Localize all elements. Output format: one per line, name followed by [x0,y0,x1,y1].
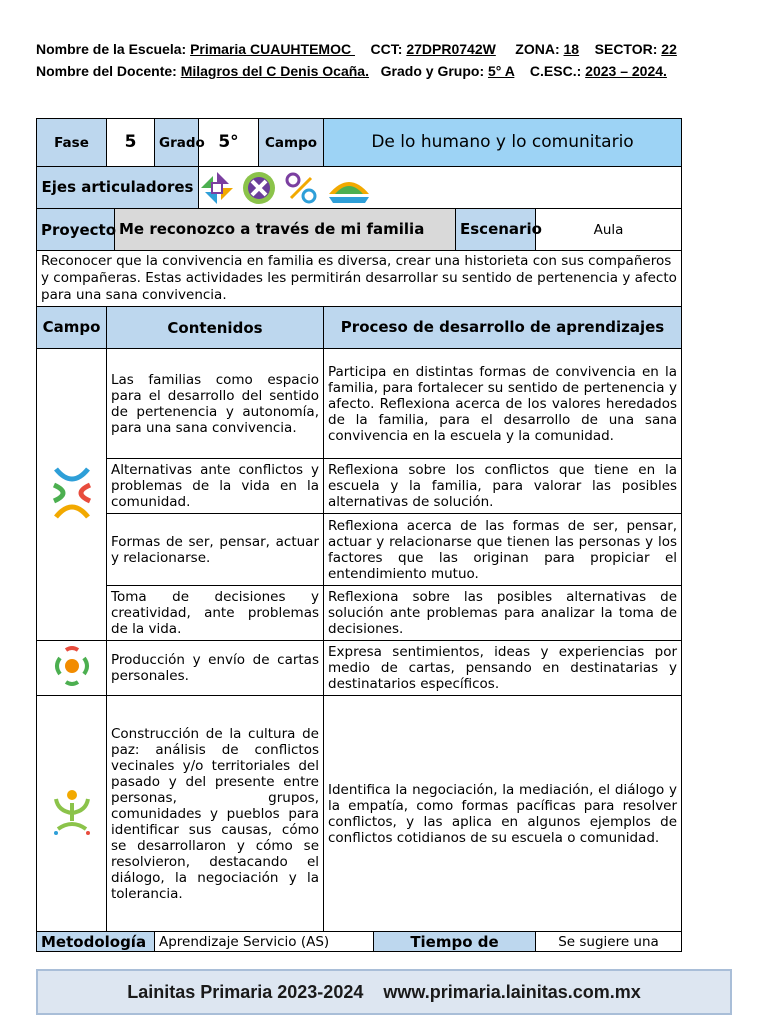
proyecto-value: Me reconozco a través de mi familia [115,209,456,251]
campo-icon-cell-1 [37,349,107,641]
footer-left-text: Lainitas Primaria 2023-2024 [127,981,364,1002]
document-header [36,38,720,82]
escenario-label: Escenario [456,209,536,251]
col-contenidos: Contenidos [107,307,324,349]
proceso-cell: Identifica la negociación, la mediación, el diálogo y la empatía, como formas pacíficas para resolver conflictos, y las aplica en algunos ejemplos de conflictos cotidianos de su escuela o comunidad. [324,696,682,932]
etica-naturaleza-icon [50,787,94,837]
proceso-cell: Participa en distintas formas de convivencia en la familia, para fortalecer su sentido de pertenencia y afecto. Reflexiona acerca de los valores heredados de la familia, para el desarrollo de una sana convivencia en la escuela y la comunidad. [324,349,682,459]
campo-icon-cell-3 [37,696,107,932]
footer-banner [36,969,732,1015]
cct-label: CCT: [370,41,403,57]
lenguajes-icon [50,644,94,688]
school-label: Nombre de la Escuela: [36,41,187,57]
col-proceso: Proceso de desarrollo de aprendizajes [324,307,682,349]
table-row [37,349,682,459]
proceso-cell: Reflexiona sobre las posibles alternativas de solución ante problemas para analizar la toma de decisiones. [324,586,682,641]
ejes-row [37,167,682,209]
proceso-cell: Reflexiona sobre los conflictos que tiene en la escuela y la familia, para valorar las posibles alternativas de solución. [324,459,682,514]
contenido-cell: Toma de decisiones y creatividad, ante problemas de la vida. [107,586,324,641]
proceso-cell: Reflexiona acerca de las formas de ser, pensar, actuar y relacionarse que tienen las personas y los factores que las originan para propiciar el entendimiento mutuo. [324,514,682,586]
tiempo-label: Tiempo de [374,932,536,952]
table-row [37,586,682,641]
table-row [37,459,682,514]
metodologia-row [37,932,682,952]
fase-label: Fase [37,119,107,167]
ejes-icons [199,167,374,209]
contenido-cell: Alternativas ante conflictos y problemas de la vida en la comunidad. [107,459,324,514]
campo-value: De lo humano y lo comunitario [324,119,682,167]
contenido-cell: Producción y envío de cartas personales. [107,641,324,696]
contenido-cell: Las familias como espacio para el desarrollo del sentido de pertenencia y autonomía, para una sana convivencia. [107,349,324,459]
contenido-cell: Formas de ser, pensar, actuar y relacionarse. [107,514,324,586]
contenido-cell: Construcción de la cultura de paz: análisis de conflictos vecinales y/o territoriales del pasado y del presente entre personas, grupos, comunidades y pueblos para identificar sus causas, cómo se desarrollaron y cómo se resolvieron, destacando el diálogo, la negociación y la tolerancia. [107,696,324,932]
ejes-label: Ejes articuladores [37,167,199,209]
grado-value: 5° [199,119,259,167]
humano-comunitario-icon [50,465,94,521]
table-row [37,696,682,932]
campo-icon-cell-2 [37,641,107,696]
escenario-value: Aula [536,209,682,251]
cesc-label: C.ESC.: [529,63,582,79]
fase-row [37,119,682,167]
campo-label: Campo [259,119,324,167]
project-description: Reconocer que la convivencia en familia es diversa, crear una historieta con sus compañeros y compañeras. Estas actividades les permitirán desarrollar su sentido de pertenencia y afecto para una sana convivencia. [37,251,682,307]
planeacion-table [36,118,682,952]
proyecto-label: Proyecto [37,209,115,251]
footer-url[interactable]: www.primaria.lainitas.com.mx [383,981,641,1002]
pensamiento-critico-icon [241,170,277,206]
zona-label: ZONA: [515,41,560,57]
description-row [37,251,682,307]
school-value: Primaria CUAUHTEMOC [190,41,355,57]
sector-label: SECTOR: [594,41,658,57]
tiempo-value: Se sugiere una [536,932,682,952]
metodologia-label: Metodología [37,932,155,952]
grado-value: 5° A [488,63,515,79]
table-row [37,514,682,586]
col-campo: Campo [37,307,107,349]
vida-saludable-icon [325,170,373,206]
inclusion-icon [199,170,235,206]
column-header-row [37,307,682,349]
cct-value: 27DPR0742W [406,41,496,57]
zona-value: 18 [563,41,580,57]
docente-value: Milagros del C Denis Ocaña. [180,63,369,79]
proceso-cell: Expresa sentimientos, ideas y experiencias por medio de cartas, pensando en destinatarias y destinatarios específicos. [324,641,682,696]
grado-label: Grado y Grupo: [380,63,485,79]
cesc-value: 2023 – 2024. [585,63,667,79]
grado-label: Grado [155,119,199,167]
fase-value: 5 [107,119,155,167]
docente-label: Nombre del Docente: [36,63,177,79]
sector-value: 22 [661,41,677,57]
ejes-spacer [374,167,682,209]
table-row [37,641,682,696]
interculturalidad-icon [283,170,319,206]
proyecto-row [37,209,682,251]
metodologia-value: Aprendizaje Servicio (AS) [155,932,374,952]
